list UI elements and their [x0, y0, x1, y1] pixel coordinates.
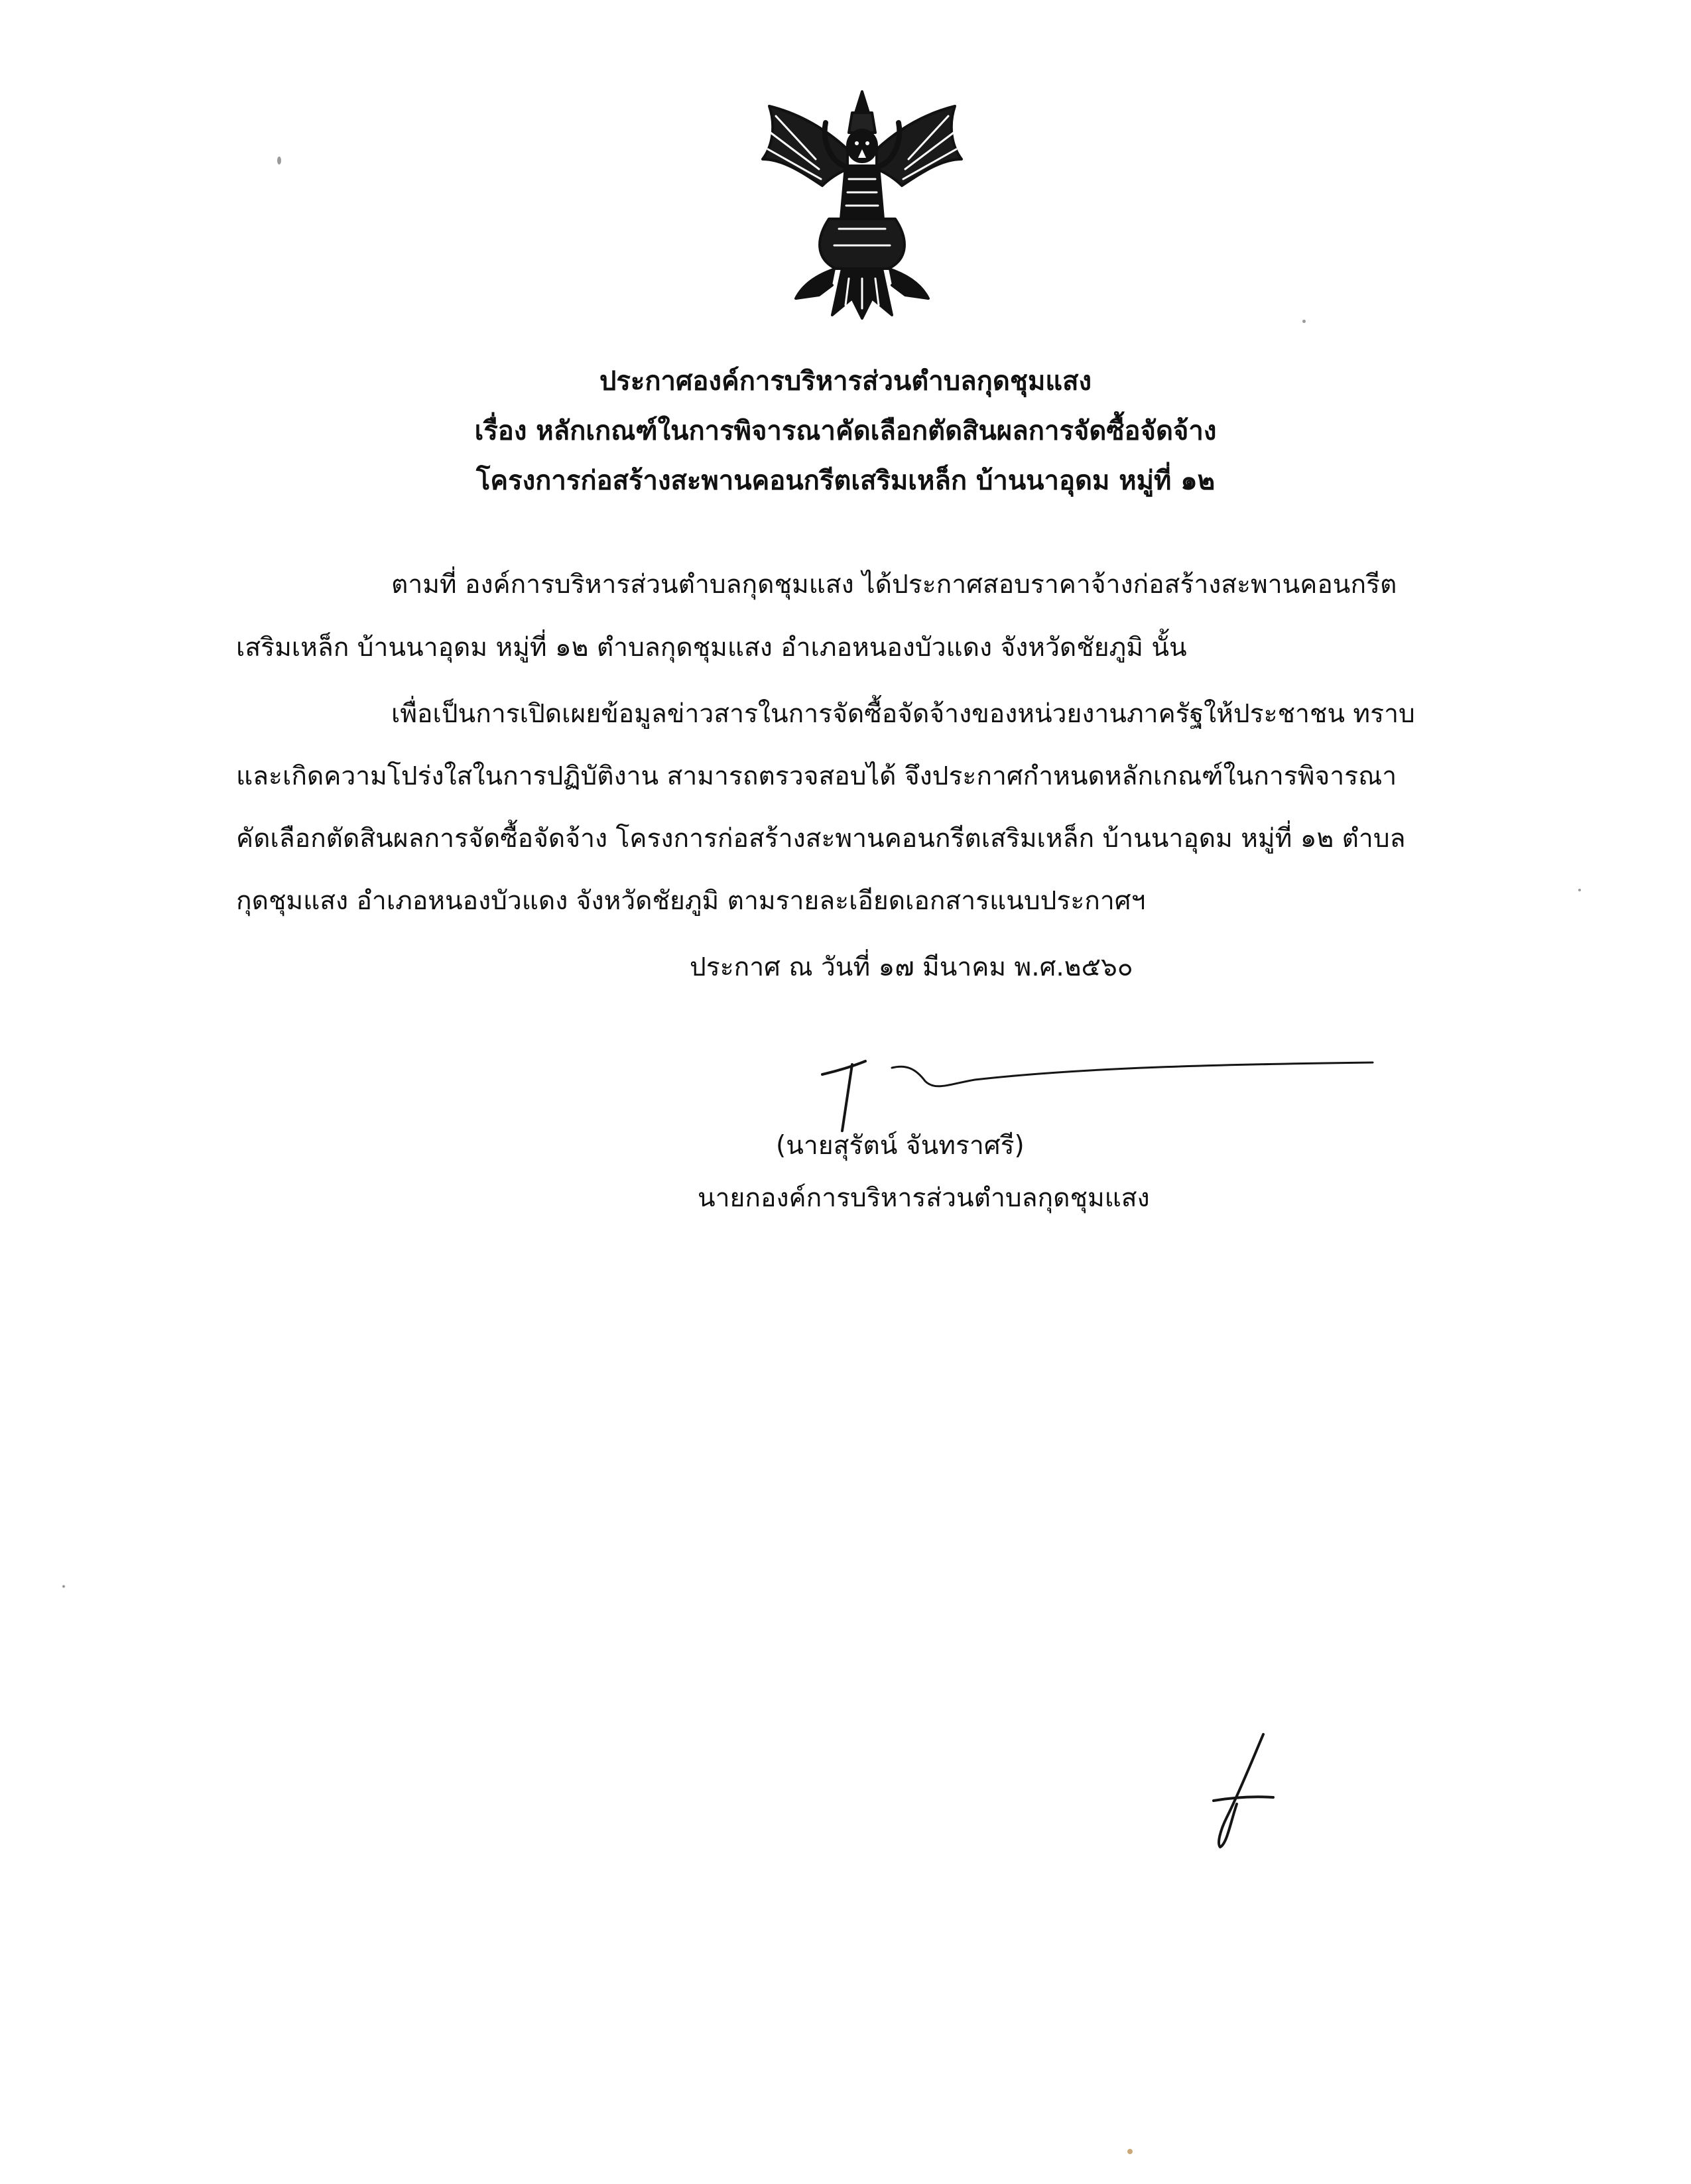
paragraph-2-line-1: เพื่อเป็นการเปิดเผยข้อมูลข่าวสารในการจัดซื้อจัดจ้างของหน่วยงานภาครัฐให้ประชาชน ทราบ — [391, 699, 1415, 729]
handwritten-signature — [816, 1048, 1379, 1134]
scan-speck — [1578, 889, 1581, 891]
announcement-subject: เรื่อง หลักเกณฑ์ในการพิจารณาคัดเลือกตัดสินผลการจัดซื้อจัดจ้าง — [474, 416, 1217, 446]
handwritten-initial — [1200, 1731, 1280, 1850]
scan-speck — [62, 1585, 65, 1588]
announcement-title: ประกาศองค์การบริหารส่วนตำบลกุดชุมแสง — [599, 366, 1092, 397]
paragraph-2-line-4: กุดชุมแสง อำเภอหนองบัวแดง จังหวัดชัยภูมิ ตามรายละเอียดเอกสารแนบประกาศฯ — [236, 886, 1146, 916]
paragraph-1-line-1: ตามที่ องค์การบริหารส่วนตำบลกุดชุมแสง ได้ประกาศสอบราคาจ้างก่อสร้างสะพานคอนกรีต — [391, 570, 1397, 600]
garuda-emblem-icon — [756, 86, 968, 325]
announcement-date: ประกาศ ณ วันที่ ๑๗ มีนาคม พ.ศ.๒๕๖๐ — [690, 952, 1133, 982]
scan-speck — [1302, 320, 1306, 323]
scan-speck — [277, 157, 281, 164]
scan-speck — [1127, 2149, 1133, 2154]
signatory-name: (นายสุรัตน์ จันทราศรี) — [776, 1131, 1025, 1161]
signatory-title: นายกองค์การบริหารส่วนตำบลกุดชุมแสง — [698, 1183, 1150, 1213]
project-name: โครงการก่อสร้างสะพานคอนกรีตเสริมเหล็ก บ้านนาอุดม หมู่ที่ ๑๒ — [475, 466, 1216, 496]
paragraph-1-line-2: เสริมเหล็ก บ้านนาอุดม หมู่ที่ ๑๒ ตำบลกุดชุมแสง อำเภอหนองบัวแดง จังหวัดชัยภูมิ นั้น — [236, 633, 1187, 663]
paragraph-2-line-2: และเกิดความโปร่งใสในการปฏิบัติงาน สามารถตรวจสอบได้ จึงประกาศกำหนดหลักเกณฑ์ในการพิจารณา — [236, 761, 1397, 791]
paragraph-2-line-3: คัดเลือกตัดสินผลการจัดซื้อจัดจ้าง โครงการก่อสร้างสะพานคอนกรีตเสริมเหล็ก บ้านนาอุดม หมู่ที่ ๑๒ ตำบล — [236, 824, 1406, 854]
